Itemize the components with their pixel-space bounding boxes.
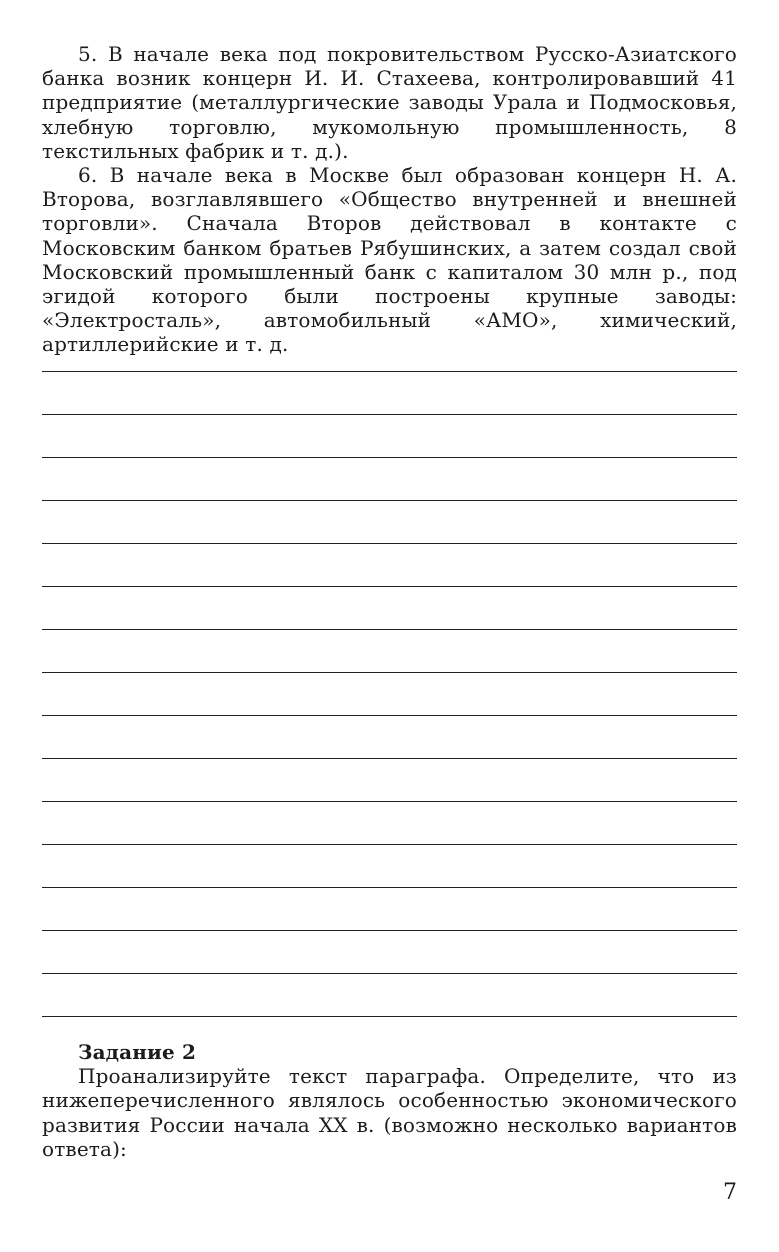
answer-line[interactable] [42, 586, 737, 587]
answer-line[interactable] [42, 457, 737, 458]
item-text: В начале века в Москве был образован концерн Н. А. Второва, возглавлявшего «Общество внутренней и внешней торговли». Сначала Второв действовал в контакте с Московским банком братьев Рябушинских, а затем создал свой Московский промышленный банк с капиталом 30 млн р., под эгидой которого были построены крупные заводы: «Электросталь», автомобильный «АМО», химический, артиллерийские и т. д. [42, 163, 737, 357]
answer-line[interactable] [42, 500, 737, 501]
answer-line[interactable] [42, 758, 737, 759]
items-text-block [42, 42, 737, 357]
answer-line[interactable] [42, 1016, 737, 1017]
item-number: 6. [78, 163, 98, 188]
answer-line[interactable] [42, 844, 737, 845]
task-instructions: Проанализируйте текст параграфа. Определите, что из нижеперечисленного являлось особенностью экономического развития России начала XX в. (возможно несколько вариантов ответа): [42, 1064, 737, 1161]
item-5 [42, 42, 737, 163]
answer-line[interactable] [42, 801, 737, 802]
page-number: 7 [723, 1180, 737, 1205]
task-heading: Задание 2 [78, 1040, 197, 1064]
task-2-block [42, 1040, 737, 1161]
answer-line[interactable] [42, 629, 737, 630]
answer-line[interactable] [42, 930, 737, 931]
item-number: 5. [78, 42, 98, 66]
answer-line[interactable] [42, 973, 737, 974]
item-text: В начале века под покровительством Русско-Азиатского банка возник концерн И. И. Стахеева, контролировавший 41 предприятие (металлургические заводы Урала и Подмосковья, хлебную торговлю, мукомольную промышленность, 8 текстильных фабрик и т. д.). [42, 42, 737, 163]
answer-line[interactable] [42, 887, 737, 888]
answer-line[interactable] [42, 414, 737, 415]
answer-line[interactable] [42, 715, 737, 716]
answer-line[interactable] [42, 371, 737, 372]
answer-line[interactable] [42, 672, 737, 673]
answer-line[interactable] [42, 543, 737, 544]
item-6 [42, 163, 737, 357]
